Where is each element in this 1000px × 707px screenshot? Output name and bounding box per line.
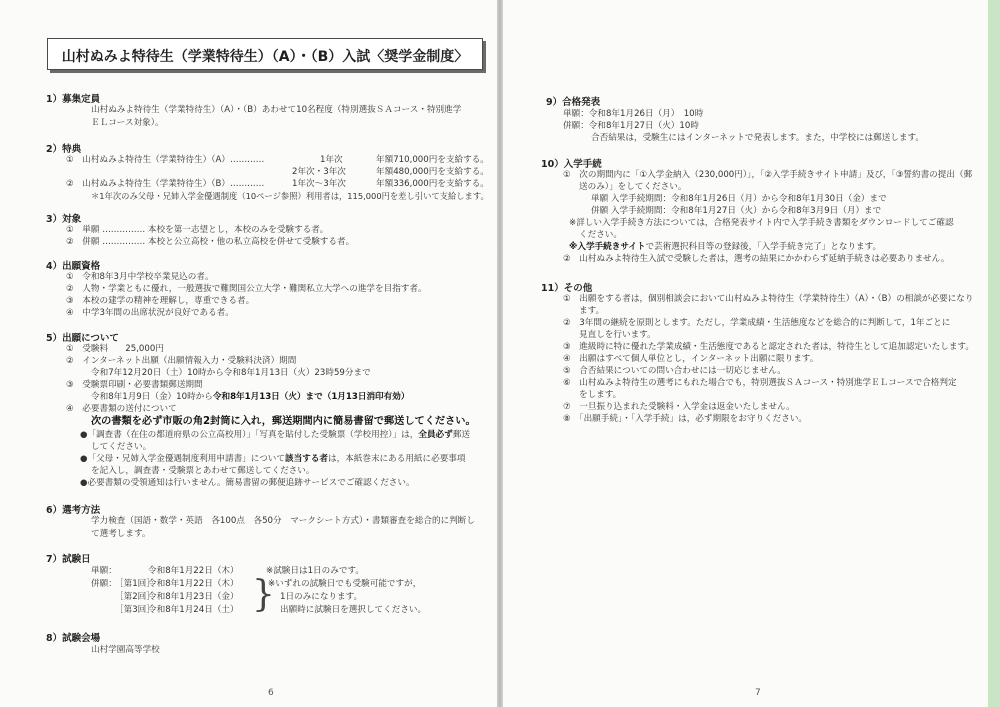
application-fee: ① 受験料 25,000円 [66,344,164,354]
round-date: 令和8年1月22日（木） [148,579,239,589]
section-heading-qualifications: 4）出願資格 [46,261,101,272]
enrollment-site-text: で芸術選択科目等の登録後，「入学手続き完了」となります。 [645,242,882,252]
round-date: 令和8年1月23日（金） [148,592,239,602]
benefit-amount: 年額480,000円を支給する。 [376,167,489,177]
preferential-form-line [80,454,465,465]
combined-note: 出願時に試験日を選択してください。 [280,605,427,615]
application-line: ③ 受験票印刷・必要書類郵送期間 [66,380,203,390]
required-docs-line: してください。 [91,442,152,452]
other-line: ③ 進級時に特に優れた学業成績・生活態度であると認定された者は，特待生として追加認定いたします。 [563,342,974,352]
enrollment-period-combined: 併願 入学手続期間：令和8年1月27日（火）から令和8年3月9日（月）まで [591,206,882,216]
qualification-line: ② 人物・学業ともに優れ，一般選抜で難関国公立大学・難関私立大学への進学を目指す者。 [66,284,427,294]
single-note: ※試験日は1日のみです。 [266,566,364,576]
other-line: をします。 [579,390,622,400]
other-line: ⑤ 合否結果についての問い合わせには一切応じません。 [563,366,786,376]
results-line: 単願：令和8年1月26日（月） 10時 [563,109,704,119]
section-heading-selection: 6）選考方法 [46,505,101,516]
benefit-amount: 年額336,000円を支給する。 [376,179,489,189]
enrollment-note: ください。 [579,230,622,240]
mailing-period-end: 令和8年1月13日（火）まで（1月13日消印有効） [212,392,410,402]
enrollment-line: 送のみ）」をしてください。 [579,182,687,192]
selection-line: 学力検査（国語・数学・英語 各100点 各50分 マークシート方式）・書類審査を総合的に判断し [91,516,475,526]
other-line: 見直しを行います。 [579,330,656,340]
benefit-year: 2年次・3年次 [292,167,346,177]
benefit-year: 1年次 [320,155,343,165]
section-heading-capacity: 1）募集定員 [46,94,101,105]
enrollment-note: ※詳しい入学手続き方法については，合格発表サイト内で入学手続き書類をダウンロードしてご確認 [569,218,954,228]
other-line: ⑧ 「出願手続」・「入学手続」は，必ず期限をお守りください。 [563,414,808,424]
capacity-line: 山村ぬみよ特待生（学業特待生）（A）・（B）あわせて10名程度（特別選抜ＳＡコース・特別進学 [91,105,462,115]
section-heading-results: 9）合格発表 [546,97,601,108]
mailing-period-start: 令和8年1月9日（金）10時から [91,392,213,402]
section-heading-eligibility-type: 3）対象 [46,214,82,225]
page-number-right: 7 [755,688,761,698]
required-docs-emphasis: 全員必ず [418,430,453,440]
enrollment-line: ② 山村ぬみよ特待生入試で受験した者は，選考の結果にかかわらず延納手続きは必要ありません。 [563,254,950,264]
section-heading-application: 5）出願について [46,333,119,344]
results-line: 併願：令和8年1月27日（火）10時 [563,121,699,131]
qualification-line: ④ 中学3年間の出席状況が良好である者。 [66,308,234,318]
preferential-form-line: を記入し，調査書・受験票とあわせて郵送してください。 [91,466,315,476]
qualification-line: ① 令和8年3月中学校卒業見込の者。 [66,272,214,282]
left-page [0,0,497,707]
page-edge-tab [988,0,1000,707]
combined-note: 1日のみになります。 [280,592,363,602]
other-line: ⑦ 一旦振り込まれた受験料・入学金は返金いたしません。 [563,402,795,412]
other-line: ⑥ 山村ぬみよ特待生の選考にもれた場合でも，特別選抜ＳＡコース・特別進学ＥＬコースで合格判定 [563,378,957,388]
round-name: ［第1回］ [115,579,155,589]
title-box [47,38,483,70]
section-heading-benefits: 2）特典 [46,144,82,155]
brace-symbol: } [252,574,275,615]
single-date: 令和8年1月22日（木） [148,566,239,576]
benefit-year: 1年次～3年次 [292,179,346,189]
preferential-form-text: は，本紙巻末にある用紙に必要事項 [327,454,466,464]
required-docs-line [80,430,470,441]
application-line: ② インターネット出願（出願情報入力・受験料決済）期間 [66,356,297,366]
required-docs-text: ●「調査書（在住の都道府県の公立高校用）」「写真を貼付した受験票（学校用控）」は， [80,430,419,440]
round-date: 令和8年1月24日（土） [148,605,239,615]
preferential-form-text: ●「父母・兄姉入学金優遇制度利用申請書」について [80,454,285,464]
preferential-form-emphasis: 該当する者 [284,454,328,464]
qualification-line: ③ 本校の建学の精神を理解し，専重できる者。 [66,296,255,306]
other-line: ④ 出願はすべて個人単位とし，インターネット出願に限ります。 [563,354,819,364]
other-line: ① 出願をする者は，個別相談会において山村ぬみよ特待生（学業特待生）（A）・（B）の相談が必要になり [563,294,974,304]
single-label: 単願： [91,566,117,576]
application-period: 令和7年12月20日（土）10時から令和8年1月13日（火）23時59分まで [91,368,371,378]
page-title: 山村ぬみよ特待生（学業特待生）（A）・（B）入試〈奨学金制度〉 [61,49,469,65]
enrollment-line: ① 次の期間内に「①入学金納入（230,000円）」，「②入学手続きサイト申請」及び，「③誓約書の提出（郵 [563,170,973,180]
venue-name: 山村学園高等学校 [91,645,160,655]
enrollment-period-single: 単願 入学手続期間：令和8年1月26日（月）から令和8年1月30日（金）まで [591,194,887,204]
benefit-amount: 年額710,000円を支給する。 [376,155,489,165]
target-line: ② 併願 …………… 本校と公立高校・他の私立高校を併せて受験する者。 [66,237,355,247]
capacity-line: ＥＬコース対象）。 [91,118,164,128]
mailing-period [91,392,409,403]
benefit-a-label: ① 山村ぬみよ特待生（学業特待生）（A）………… [66,155,265,165]
required-docs-text: 郵送 [452,430,470,440]
section-heading-other: 11）その他 [541,283,593,294]
benefit-b-label: ② 山村ぬみよ特待生（学業特待生）（B）………… [66,179,265,189]
results-line: 合否結果は，受験生にはインターネットで発表します。また，中学校には郵送します。 [591,133,925,143]
enrollment-site-note [569,242,881,253]
other-line: ② 3年間の継続を原則とします。ただし，学業成績・生活態度などを総合的に判断して，1年ごとに [563,318,951,328]
right-page [503,0,1000,707]
selection-line: て選考します。 [91,529,151,539]
receipt-notice: ●必要書類の受領通知は行いません。簡易書留の郵便追跡サービスでご確認ください。 [80,478,415,488]
section-heading-enrollment: 10）入学手続 [541,159,602,170]
page-number-left: 6 [268,688,274,698]
section-heading-exam-date: 7）試験日 [46,554,91,565]
other-line: ます。 [579,306,605,316]
section-heading-venue: 8）試験会場 [46,633,101,644]
round-name: ［第2回］ [115,592,155,602]
benefit-note: ＊1年次のみ父母・兄姉入学金優遇制度（10ページ参照）利用者は，115,000円を差し引いて支給します。 [91,191,489,201]
target-line: ① 単願 …………… 本校を第一志望とし，本校のみを受験する者。 [66,225,329,235]
application-line: ④ 必要書類の送付について [66,404,177,414]
enrollment-site-emphasis: ※入学手続きサイト [569,242,646,252]
mailing-instruction: 次の書類を必ず市販の角2封筒に入れ，郵送期間内に簡易書留で郵送してください。 [91,416,476,427]
round-name: ［第3回］ [115,605,155,615]
combined-note: ※いずれの試験日でも受験可能ですが， [268,579,422,589]
combined-label: 併願： [91,579,117,589]
